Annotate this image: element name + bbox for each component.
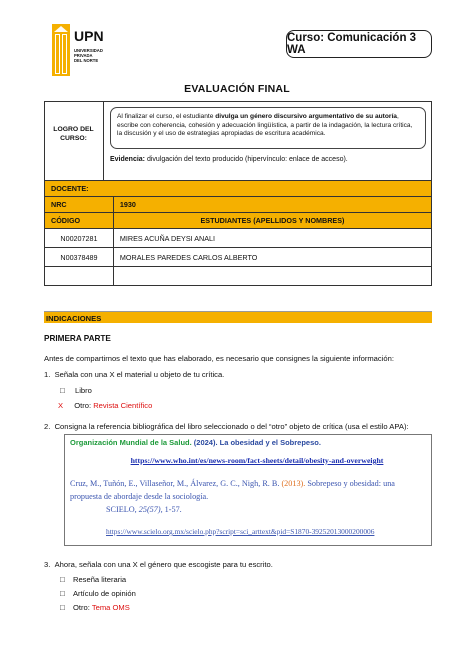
course-label: Curso: Comunicación 3 WA <box>287 32 417 56</box>
q3-option-resena[interactable]: □ Reseña literaria <box>60 575 127 584</box>
q1-option-libro[interactable]: □ Libro <box>60 386 92 395</box>
q1-option-otro[interactable]: X Otro: Revista Científico <box>58 401 153 410</box>
checkbox-icon[interactable]: □ <box>60 386 65 395</box>
svg-text:UNIVERSIDAD: UNIVERSIDAD <box>74 48 103 53</box>
svg-text:DEL NORTE: DEL NORTE <box>74 58 99 63</box>
estudiantes-header: ESTUDIANTES (APELLIDOS Y NOMBRES) <box>113 213 431 229</box>
q3-option-articulo[interactable]: □ Artículo de opinión <box>60 589 136 598</box>
question-1: 1. Señala con una X el material u objeto de tu crítica. <box>44 370 225 379</box>
indicaciones-bar: INDICACIONES <box>44 311 432 323</box>
codigo-cell: N00207281 <box>45 229 114 248</box>
table-row <box>45 248 432 267</box>
codigo-cell <box>45 267 114 286</box>
x-mark-icon[interactable]: X <box>58 401 64 410</box>
upn-logo-mark <box>52 24 112 80</box>
logo-text: UPN <box>74 28 104 44</box>
nrc-label: NRC <box>45 197 114 213</box>
logro-description: Al finalizar el curso, el estudiante divulga un género discursivo argumentativo de su autoría, escribe con coherencia, cohesión y adecuación lingüística, a partir de la indagación, la lectura crítica, la discusión y el uso de estrategias apropiadas de escritura académica. <box>110 107 426 149</box>
nrc-value: 1930 <box>113 197 431 213</box>
codigo-header: CÓDIGO <box>45 213 114 229</box>
svg-text:PRIVADA: PRIVADA <box>74 53 93 58</box>
nombre-cell <box>113 267 431 286</box>
question-2: 2. Consigna la referencia bibliográfica del libro seleccionado o del “otro” objeto de crítica (usa el estilo APA): <box>44 422 409 431</box>
course-badge <box>286 30 432 58</box>
codigo-cell: N00378489 <box>45 248 114 267</box>
logro-divider <box>103 101 104 181</box>
table-row <box>45 267 432 286</box>
upn-logo <box>52 24 112 80</box>
question-3: 3. Ahora, señala con una X el género que escogiste para tu escrito. <box>44 560 273 569</box>
intro-text: Antes de compartirnos el texto que has elaborado, es necesario que consignes la siguiente información: <box>44 354 394 363</box>
docente-cell: DOCENTE: <box>45 181 432 197</box>
evidencia-line: Evidencia: divulgación del texto producido (hipervínculo: enlace de acceso). <box>110 156 348 163</box>
reference-2: Cruz, M., Tuñón, E., Villaseñor, M., Álvarez, G. C., Nigh, R. B. (2013). Sobrepeso y obesidad: una propuesta de abordaje desde la sociología. SCIELO, 25(57), 1-57. <box>70 479 395 514</box>
checkbox-icon[interactable]: □ <box>60 575 65 584</box>
q3-option-otro[interactable]: □ Otro: Tema OMS <box>60 603 130 612</box>
reference-1-link[interactable]: https://www.who.int/es/news-room/fact-sheets/detail/obesity-and-overweight <box>130 456 384 465</box>
nombre-cell: MIRES ACUÑA DEYSI ANALI <box>113 229 431 248</box>
logro-label: LOGRO DEL CURSO: <box>53 126 94 142</box>
student-table <box>44 180 432 286</box>
checkbox-icon[interactable]: □ <box>60 603 65 612</box>
table-row <box>45 229 432 248</box>
nombre-cell: MORALES PAREDES CARLOS ALBERTO <box>113 248 431 267</box>
reference-2-link[interactable]: https://www.scielo.org.mx/scielo.php?script=sci_arttext&pid=S1870-39252013000200006 <box>106 527 375 536</box>
reference-1: Organización Mundial de la Salud. (2024). La obesidad y el Sobrepeso. <box>70 438 321 447</box>
checkbox-icon[interactable]: □ <box>60 589 65 598</box>
page-title: EVALUACIÓN FINAL <box>184 83 290 95</box>
section-heading: PRIMERA PARTE <box>44 334 111 343</box>
